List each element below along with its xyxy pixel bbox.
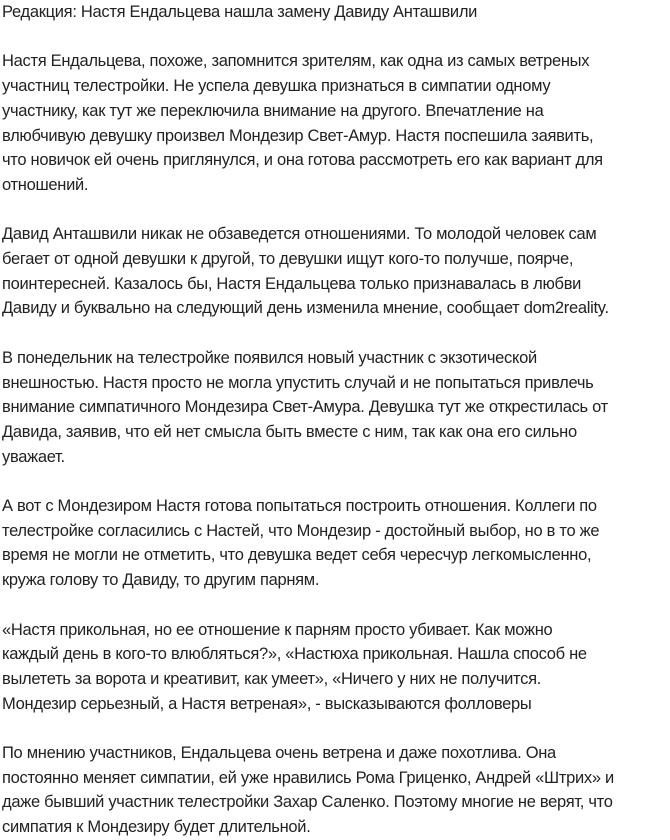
paragraph-line: Давида, заявив, что ей нет смысла быть вместе с ним, так как она его сильно: [2, 422, 577, 441]
paragraph-line: что новичок ей очень приглянулся, и она готова рассмотреть его как вариант для: [2, 151, 603, 170]
paragraph-line: Настя Ендальцева, похоже, запомнится зрителям, как одна из самых ветреных: [2, 52, 590, 71]
paragraph-line: время не могли не отметить, что девушка ведет себя чересчур легкомысленно,: [2, 546, 592, 565]
paragraph-line: участнику, как тут же переключила внимание на другого. Впечатление на: [2, 101, 544, 120]
paragraph-line: «Настя прикольная, но ее отношение к парням просто убивает. Как можно: [2, 620, 553, 639]
paragraph: [2, 618, 670, 717]
paragraph-line: уважает.: [2, 447, 65, 466]
paragraph-line: бегает от одной девушки к другой, то девушки ищут кого-то получше, поярче,: [2, 250, 574, 268]
paragraph-line: участниц телестройки. Не успела девушка признаться в симпатии одному: [2, 77, 551, 96]
paragraph: [2, 346, 670, 470]
paragraph-line: кружа голову то Давиду, то другим парням.: [2, 571, 320, 590]
article-body: [2, 49, 670, 839]
article-title: [2, 0, 670, 25]
paragraph-line: симпатия к Мондезиру будет длительной.: [2, 818, 311, 837]
title-text: Редакция: Настя Ендальцева нашла замену Давиду Анташвили: [2, 3, 478, 21]
paragraph-line: отношений.: [2, 175, 89, 194]
paragraph-line: внешностью. Настя просто не могла упустить случай и не попытаться привлечь: [2, 373, 594, 392]
paragraph-line: постоянно меняет симпатии, ей уже нравились Рома Гриценко, Андрей «Штрих» и: [2, 768, 614, 787]
paragraph: [2, 741, 670, 840]
paragraph: [2, 494, 670, 593]
paragraph: [2, 49, 670, 197]
paragraph-line: внимание симпатичного Мондезира Свет-Амура. Девушка тут же открестилась от: [2, 398, 608, 417]
paragraph-line: Мондезир серьезный, а Настя ветреная», - высказываются фолловеры: [2, 694, 532, 713]
paragraph-line: телестройке согласились с Настей, что Мондезир - достойный выбор, но в то же: [2, 521, 600, 540]
paragraph-line: влюбчивую девушку произвел Мондезир Свет-Амур. Настя поспешила заявить,: [2, 126, 594, 145]
paragraph-line: даже бывший участник телестройки Захар Саленко. Поэтому многие не верят, что: [2, 793, 613, 812]
paragraph-line: В понедельник на телестройке появился новый участник с экзотической: [2, 348, 537, 367]
paragraph-line: поинтересней. Казалось бы, Настя Ендальцева только признавалась в любви: [2, 274, 582, 293]
paragraph-line: А вот с Мондезиром Настя готова попытаться построить отношения. Коллеги по: [2, 497, 597, 515]
paragraph-line: вылететь за ворота и креативит, как умеет», «Ничего у них не получится.: [2, 669, 541, 688]
paragraph-line: Давиду и буквально на следующий день изменила мнение, сообщает dom2reality.: [2, 299, 609, 318]
paragraph-line: Давид Анташвили никак не обзаведется отношениями. То молодой человек сам: [2, 225, 597, 244]
paragraph-line: По мнению участников, Ендальцева очень ветрена и даже похотлива. Она: [2, 744, 556, 762]
paragraph-line: каждый день в кого-то влюбляться?», «Настюха прикольная. Нашла способ не: [2, 645, 587, 664]
paragraph: [2, 222, 670, 321]
